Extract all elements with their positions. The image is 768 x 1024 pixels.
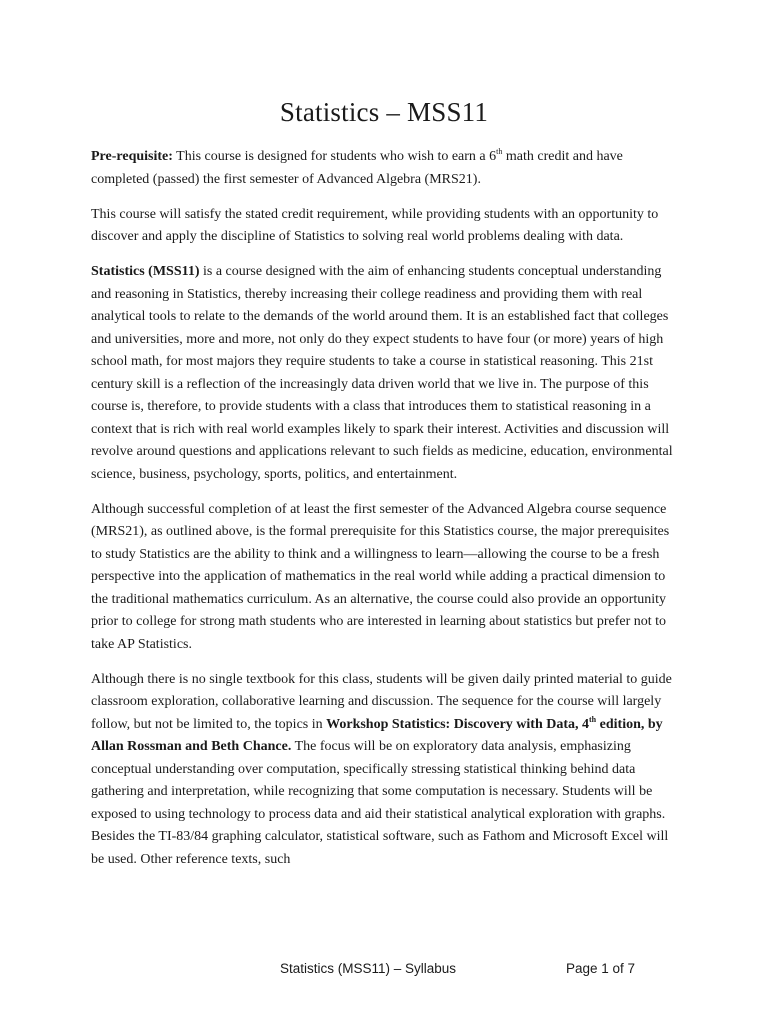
course-description-text: is a course designed with the aim of enhancing students conceptual understanding and reasoning in Statistics, thereby increasing their college readiness and providing them with real analytical tools to relate to the demands of the world around them. It is an established fact that colleges and universities, more and more, not only do they expect students to have four (or more) years of high school math, for most majors they require students to take a course in statistical reasoning. This 21st century skill is a reflection of the increasingly data driven world that we live in. The purpose of this course is, therefore, to provide students with a class that introduces them to statistical reasoning in a context that is rich with real world examples likely to spark their interest. Activities and discussion will revolve around questions and applications relevant to such fields as medicine, education, environmental science, business, psychology, sports, politics, and entertainment.	[91, 264, 673, 482]
prerequisite-text-b: math credit and have completed (passed) the first semester of Advanced Algebra (MRS21).	[91, 149, 623, 187]
textbook-text-a: Although there is no single textbook for this class, students will be given daily printed material to guide classroom exploration, collaborative learning and discussion. The sequence for the course will largely follow, but not be limited to, the topics in	[91, 671, 672, 732]
prerequisite-superscript: th	[496, 147, 503, 156]
prerequisite-text-a: This course is designed for students who wish to earn a 6	[172, 149, 497, 164]
footer-document-name: Statistics (MSS11) – Syllabus	[279, 961, 457, 976]
document-title: Statistics – MSS11	[279, 97, 489, 127]
paragraph-prerequisites-detail: Although successful completion of at least the first semester of the Advanced Algebra course sequence (MRS21), as outlined above, is the formal prerequisite for this Statistics course, the major prerequisites to study Statistics are the ability to think and a willingness to learn—allowing the course to be a fresh perspective into the application of mathematics in the real world while adding a practical dimension to the traditional mathematics curriculum. As an alternative, the course could also provide an opportunity prior to college for strong math students who are interested in learning about statistics but prefer not to take AP Statistics.	[91, 501, 670, 652]
footer-page-number: Page 1 of 7	[566, 961, 636, 976]
prerequisite-label: Pre-requisite:	[91, 149, 173, 164]
paragraph-textbook	[91, 669, 679, 872]
textbook-title-b: edition, by Allan Rossman and Beth Chance.	[91, 716, 663, 754]
paragraph-course-description	[91, 261, 679, 486]
textbook-superscript: th	[589, 714, 597, 724]
textbook-title-a: Workshop Statistics: Discovery with Data, 4	[326, 716, 590, 732]
textbook-text-b: The focus will be on exploratory data analysis, emphasizing conceptual understanding over computation, specifically stressing statistical thinking behind data gathering and interpretation, while recognizing that some computation is necessary. Students will be exposed to using technology to process data and aid their statistical analytical exploration with graphs. Besides the TI-83/84 graphing calculator, statistical software, such as Fathom and Microsoft Excel will be used. Other reference texts, such	[91, 739, 669, 867]
course-name-label: Statistics (MSS11)	[91, 264, 200, 279]
paragraph-credit-requirement: This course will satisfy the stated credit requirement, while providing students with an opportunity to discover and apply the discipline of Statistics to solving real world problems dealing with data.	[91, 206, 659, 244]
paragraph-prerequisite	[91, 146, 679, 191]
document-body	[91, 146, 679, 884]
page-footer	[0, 958, 768, 980]
